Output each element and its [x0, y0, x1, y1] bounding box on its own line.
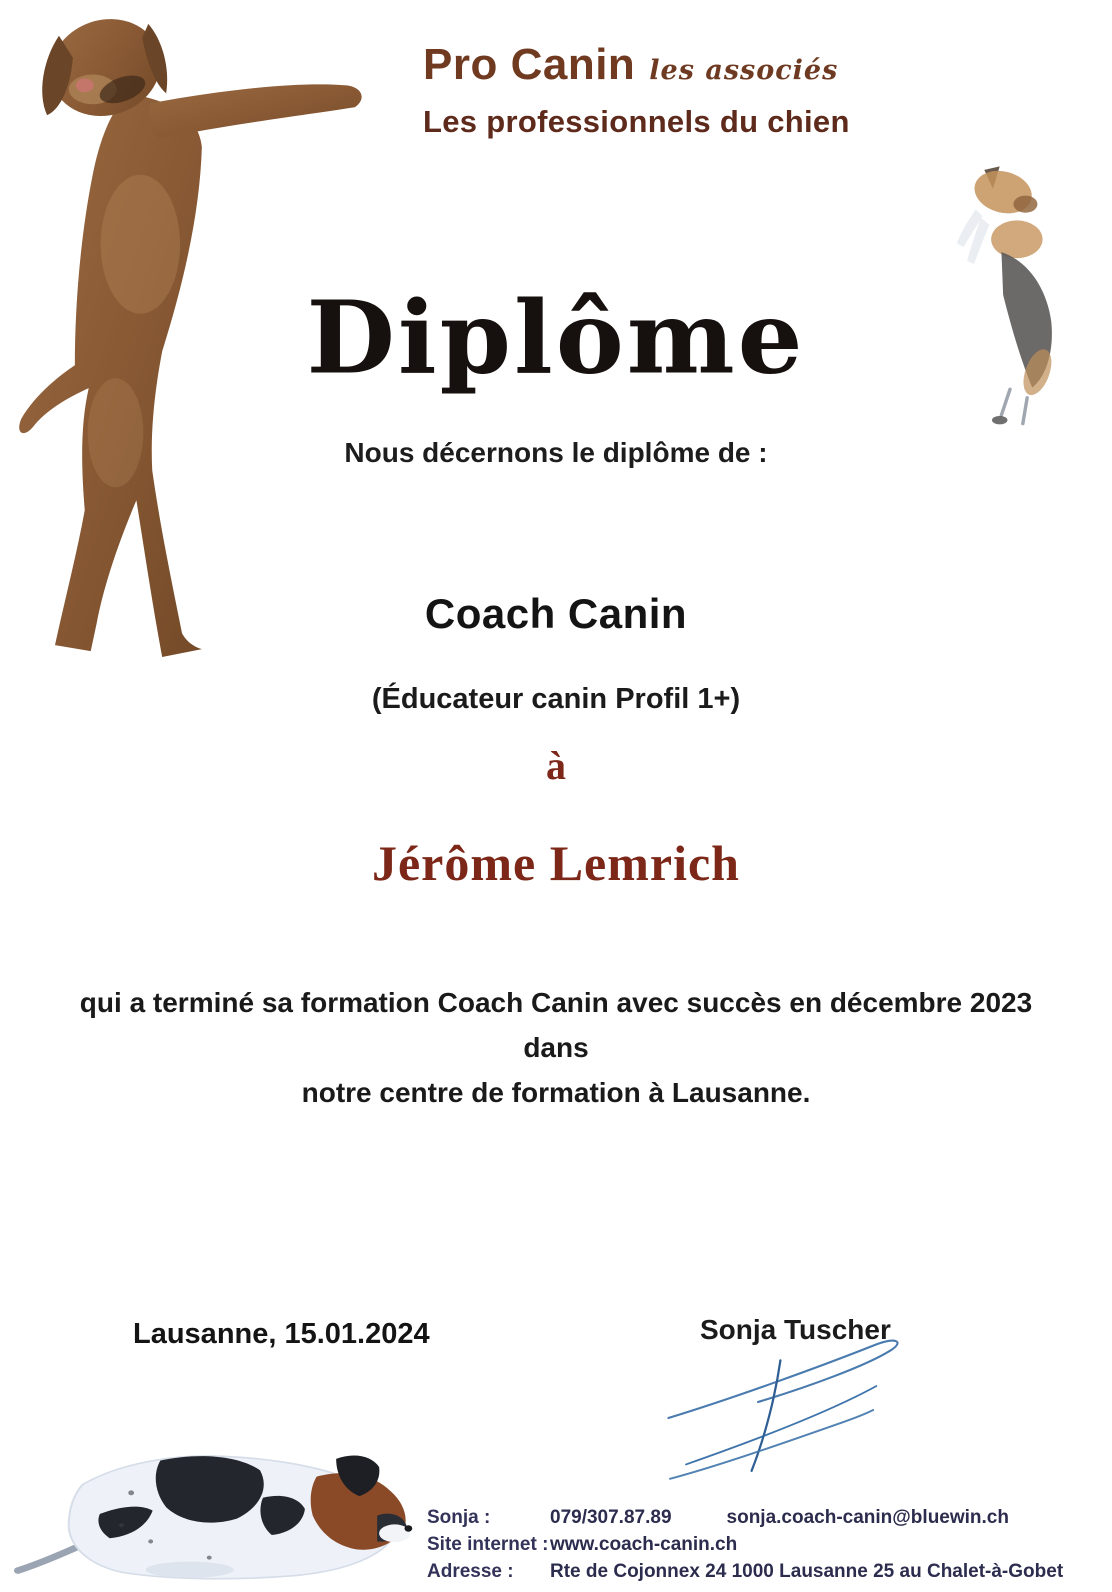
footer-row-website	[427, 1531, 987, 1558]
place-date: Lausanne, 15.01.2024	[133, 1318, 430, 1350]
diploma-body-line2: notre centre de formation à Lausanne.	[301, 1077, 811, 1108]
brand-name: Pro Canin	[423, 40, 636, 89]
diploma-body	[56, 980, 1056, 1115]
footer-label-address: Adresse :	[427, 1561, 514, 1582]
lying-dog-image	[14, 1420, 424, 1590]
footer-email: sonja.coach-canin@bluewin.ch	[726, 1507, 1009, 1528]
degree-subtitle: (Éducateur canin Profil 1+)	[371, 683, 741, 715]
degree-name: Coach Canin	[424, 590, 688, 637]
brand-tagline: Les professionnels du chien	[423, 104, 850, 139]
footer-row-address	[427, 1558, 1064, 1585]
footer-contact	[427, 1504, 1064, 1585]
diploma-title: Diplôme	[306, 279, 806, 397]
diploma-body-line1: qui a terminé sa formation Coach Canin avec succès en décembre 2023 dans	[79, 987, 1033, 1063]
footer-phone: 079/307.87.89	[550, 1507, 672, 1528]
brand-header	[423, 40, 838, 90]
footer-website: www.coach-canin.ch	[550, 1534, 738, 1555]
signer-name: Sonja Tuscher	[700, 1314, 891, 1345]
footer-row-phone	[427, 1504, 1009, 1531]
footer-address: Rte de Cojonnex 24 1000 Lausanne 25 au Chalet-à-Gobet	[550, 1561, 1064, 1582]
signature-image	[645, 1322, 935, 1482]
footer-label-sonja: Sonja :	[427, 1507, 491, 1528]
preposition-a: à	[546, 743, 566, 788]
diploma-intro: Nous décernons le diplôme de :	[344, 437, 768, 468]
footer-label-site: Site internet :	[427, 1534, 549, 1555]
brand-suffix: les associés	[649, 55, 839, 86]
recipient-name: Jérôme Lemrich	[371, 835, 740, 891]
